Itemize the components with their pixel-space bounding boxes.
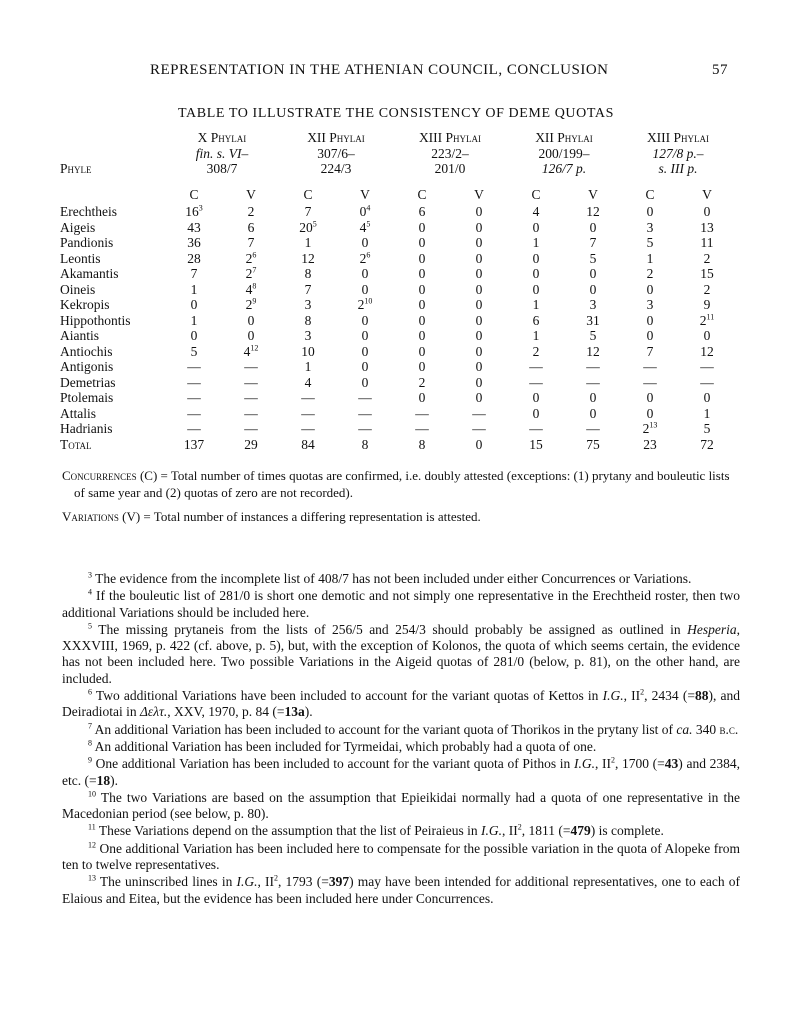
c-cell: 8 [304,266,312,281]
footnote-ref: 4 [366,203,371,213]
v-cell: — [358,390,372,405]
v-cell: 2 [247,204,255,219]
c-cell: 5 [646,235,654,250]
total-row [60,437,735,453]
c-cell: — [301,421,315,436]
c-cell: 7 [304,281,312,297]
v-cell: — [244,374,258,390]
v-cell: 0 [475,312,483,328]
v-cell: 0 [475,328,483,343]
v-cell: 0 [703,204,711,219]
c-cell: — [301,405,315,421]
table-row [60,266,735,282]
c-cell: 1 [304,235,312,250]
v-cell: 31 [586,312,600,328]
c-cell: — [529,374,543,390]
v-cell: — [244,405,258,421]
c-header: C [645,186,655,202]
phyle-name: Demetrias [60,374,116,390]
c-cell: 1 [190,312,198,328]
v-cell: 0 [475,343,483,359]
v-cell: 13 [700,219,714,235]
v-cell: $4^8$ [245,281,257,297]
v-cell: 2 [703,250,711,266]
c-cell: 0 [418,219,426,235]
c-cell: 1 [304,359,312,374]
phyle-name: Antiochis [60,343,113,359]
table-row [60,313,735,329]
c-cell: 0 [418,312,426,328]
v-cell: — [244,390,258,405]
v-header: V [360,186,370,202]
c-header: C [189,186,199,202]
c-cell: 1 [532,328,540,343]
v-cell: 12 [586,204,600,219]
v-cell: — [472,405,486,421]
c-cell: 15 [529,436,543,452]
c-cell: — [529,359,543,374]
variations-term: Variations [62,509,119,524]
footnote-ref: 9 [252,296,257,306]
footnote-ref: 6 [252,250,257,259]
group-header: XII Phylai [307,130,365,145]
phyle-name: Ptolemais [60,390,114,405]
v-cell: 0 [475,359,483,374]
v-cell: 29 [244,436,258,452]
c-cell: 0 [418,281,426,297]
c-cell: 0 [646,405,654,421]
table-row [60,344,735,360]
c-cell: 1 [646,250,654,266]
v-cell: 0 [703,328,711,343]
phyle-name: Pandionis [60,235,114,250]
footnote-ref: 11 [706,312,715,321]
group-header: XIII Phylai [646,130,710,145]
v-cell: 0 [475,374,483,390]
v-cell: 0 [475,204,483,219]
v-cell: $2^6$ [245,250,257,266]
c-cell: $2^{13}$ [642,420,658,436]
v-cell: 5 [703,421,711,436]
footnote-7: $^7$ An additional Variation has been included to account for the variant quota of Thorikos in the prytany list of ca. 340 b.c. [88,721,739,737]
c-cell: 7 [646,343,654,359]
c-cell: 28 [187,250,201,266]
concurrences-term: Concurrences [62,468,137,483]
v-cell: 0 [475,266,483,281]
footnote-ref: 5 [366,219,371,228]
v-cell: 2 [703,281,711,297]
v-cell: 0 [361,266,369,281]
phyle-name: Antigonis [60,359,114,374]
c-cell: 0 [646,204,654,219]
v-cell: $4^{12}$ [243,343,259,359]
c-cell: — [415,421,429,436]
group-period-end: 224/3 [320,161,352,176]
footnote-10: $^{10}$ The two Variations are based on the assumption that Epieikidai normally had a quota of one representative in the Macedonian period (see below, p. 80). [62,789,740,822]
c-header: C [531,186,541,202]
v-cell: — [586,374,600,390]
table-row [60,235,735,251]
v-cell: 12 [586,343,600,359]
v-cell: — [472,421,486,436]
c-cell: — [187,359,201,374]
c-cell: 0 [532,266,540,281]
c-cell: 3 [304,328,312,343]
phyle-name: Hippothontis [60,312,131,328]
group-period-start: fin. s. VI– [195,145,249,161]
v-cell: — [700,374,714,390]
table-row [60,406,735,422]
v-cell: 0 [475,281,483,297]
v-cell: 72 [700,436,714,452]
c-header: C [417,186,427,202]
v-cell: — [700,359,714,374]
v-cell: $2^9$ [245,296,257,312]
v-cell: — [244,359,258,374]
c-cell: — [187,405,201,421]
v-cell: 1 [703,405,711,421]
c-cell: 2 [646,266,654,281]
v-cell: 0 [361,359,369,374]
c-cell: 0 [418,235,426,250]
c-cell: 4 [304,374,312,390]
c-cell: 0 [646,328,654,343]
footnotes [62,571,740,908]
group-period-end: 308/7 [206,161,238,176]
c-cell: 0 [190,297,198,312]
v-cell: 3 [589,297,597,312]
v-cell: 0 [589,405,597,421]
v-cell: 0 [361,374,369,390]
group-period-start: 200/199– [538,145,590,161]
v-cell: $2^7$ [245,265,257,281]
phyle-name: Kekropis [60,297,110,312]
c-cell: 3 [304,297,312,312]
footnote-6: $^6$ Two additional Variations have been included to account for the variant quotas of Kettos in I.G., $II^2$, 2434 (=88), and Deiradiotai in Δελτ., XXV, 1970, p. 84 (=13a). [62,687,740,720]
table-row [60,375,735,391]
v-cell: 0 [589,390,597,405]
phyle-name: Leontis [60,250,101,266]
c-cell: 6 [532,312,540,328]
group-header: X Phylai [197,130,247,145]
c-cell: — [187,390,201,405]
c-cell: 0 [646,281,654,297]
table-row [60,251,735,267]
phyle-name: Aigeis [60,219,96,235]
c-cell: 0 [646,390,654,405]
v-cell: 0 [475,250,483,266]
footnote-ref: 3 [198,203,203,213]
c-cell: 0 [418,390,426,405]
phyle-name: Oineis [60,281,96,297]
table-title: TABLE TO ILLUSTRATE THE CONSISTENCY OF DEME QUOTAS [178,106,614,121]
v-cell: 0 [589,266,597,281]
v-cell: 5 [589,250,597,266]
c-header: C [303,186,313,202]
c-cell: — [187,421,201,436]
v-cell: 9 [703,297,711,312]
v-cell: — [586,359,600,374]
footnote-11: $^{11}$ These Variations depend on the assumption that the list of Peiraieus in I.G., $II^2$, 1811 (=479) is complete. [88,822,664,839]
v-cell: — [358,405,372,421]
phyle-name: Attalis [60,405,96,421]
definitions [62,467,742,525]
running-head [150,62,728,79]
footnote-ref: 12 [250,343,259,352]
c-cell: — [415,405,429,421]
group-period-end: s. III p. [658,161,698,176]
c-cell: 0 [418,250,426,266]
table-row [60,328,735,344]
page-number: 57 [712,62,728,78]
c-cell: 12 [301,250,315,266]
c-cell: 137 [183,436,205,452]
v-cell: 0 [475,297,483,312]
footnote-ref: 5 [312,219,317,228]
c-cell: 1 [532,235,540,250]
v-cell: 0 [247,328,255,343]
c-cell: 7 [304,204,312,219]
v-cell: 5 [589,328,597,343]
c-cell: 0 [190,328,198,343]
footnote-12: $^{12}$ One additional Variation has been included here to compensate for the possible variation in the quota of Alopeke from ten to twelve representatives. [62,840,740,873]
c-cell: 10 [301,343,315,359]
c-cell: — [301,390,315,405]
v-cell: $4^5$ [359,219,371,235]
c-cell: 0 [532,405,540,421]
c-cell: 36 [187,235,201,250]
group-period-end: 126/7 p. [541,161,587,176]
v-cell: 0 [475,436,483,452]
c-cell: 7 [190,266,198,281]
phyle-name: Total [60,436,92,452]
table-row [60,297,735,313]
v-cell: 7 [247,235,255,250]
phyle-header: Phyle [60,161,92,176]
c-cell: — [643,359,657,374]
group-period-start: 223/2– [431,145,469,161]
v-cell: 15 [700,266,714,281]
v-cell: — [586,421,600,436]
v-cell: 0 [589,281,597,297]
v-cell: 0 [361,328,369,343]
v-header: V [588,186,598,202]
v-cell: 0 [475,235,483,250]
c-cell: $16^3$ [185,203,203,219]
v-cell: 0 [703,390,711,405]
footnote-ref: 13 [649,420,658,430]
c-cell: 0 [532,390,540,405]
footnote-8: $^8$ An additional Variation has been included for Tyrmeidai, which probably had a quota of one. [88,738,597,754]
table-row [60,359,735,375]
v-cell: 75 [586,436,600,452]
c-cell: 0 [418,328,426,343]
v-cell: $2^6$ [359,250,371,266]
v-cell: — [358,421,372,436]
group-period-start: 307/6– [317,145,355,161]
v-cell: $0^4$ [359,203,371,219]
c-cell: — [187,374,201,390]
group-period-end: 201/0 [434,161,466,176]
c-cell: 6 [418,204,426,219]
v-cell: — [244,421,258,436]
quota-table [60,130,735,452]
c-cell: 8 [418,436,426,452]
c-cell: — [529,421,543,436]
concurrences-definition: Concurrences (C) = Total number of times quotas are confirmed, i.e. doubly attested (exceptions: (1) prytany and bouleutic lists of same year and (2) quotas of zero are not recorded). [62,468,730,500]
footnote-13: $^{13}$ The uninscribed lines in I.G., $II^2$, 1793 (=397) may have been intended for additional representatives, one to each of Elaious and Eitea, but the evidence has been included here under Concurrences. [62,873,740,906]
c-cell: 0 [532,281,540,297]
phyle-name: Hadrianis [60,421,113,436]
v-header: V [702,186,712,202]
footnote-ref: 8 [252,281,257,290]
c-cell: 3 [646,219,654,235]
v-cell: $2^{10}$ [357,296,373,312]
table-row [60,421,735,437]
v-header: V [474,186,484,202]
c-cell: 2 [418,374,426,390]
v-cell: 8 [361,436,369,452]
c-cell: 23 [643,436,657,452]
c-cell: 1 [532,297,540,312]
v-cell: 0 [247,312,255,328]
c-cell: 0 [532,219,540,235]
v-cell: 0 [361,343,369,359]
table-row [60,390,735,406]
c-cell: — [643,374,657,390]
c-cell: 0 [418,343,426,359]
c-cell: 0 [418,359,426,374]
v-cell: 0 [475,390,483,405]
c-cell: 3 [646,297,654,312]
v-cell: 0 [361,235,369,250]
c-cell: 0 [646,312,654,328]
v-cell: 7 [589,235,597,250]
table-row [60,282,735,298]
footnote-ref: 7 [252,265,257,275]
v-cell: 0 [589,219,597,235]
v-cell: 0 [361,281,369,297]
footnote-3: $^3$ The evidence from the incomplete list of 408/7 has not been included under either Concurrences or Variations. [88,570,692,586]
c-cell: 1 [190,281,198,297]
variations-definition: Variations (V) = Total number of instances a differing representation is attested. [62,509,481,524]
footnote-4: $^4$ If the bouleutic list of 281/0 is short one demotic and not simply one representative in the Erechtheid roster, then two additional Variations should be included here. [62,587,740,620]
v-cell: 11 [700,235,714,250]
phyle-name: Aiantis [60,328,99,343]
group-header: XII Phylai [535,130,593,145]
c-cell: $20^5$ [299,219,317,235]
footnote-5: $^5$ The missing prytaneis from the lists of 256/5 and 254/3 should probably be assigned as outlined in Hesperia, XXXVIII, 1969, p. 422 (cf. above, p. 5), but, with the exception of Kolonos, the quota of which seems certain, the evidence has not been included here. Two possible Variations in the Aigeid quotas of 281/0 (below, p. 81), on the other hand, are included. [62,621,740,686]
c-cell: 0 [532,250,540,266]
c-cell: 8 [304,312,312,328]
footnote-ref: 6 [366,250,371,259]
v-cell: 0 [361,312,369,328]
footnote-ref: 10 [364,296,373,306]
footnote-9: $^9$ One additional Variation has been included to account for the variant quota of Pithos in I.G., $II^2$, 1700 (=43) and 2384, etc. (=18). [62,755,740,788]
group-header: XIII Phylai [418,130,482,145]
phyle-name: Akamantis [60,266,119,281]
c-cell: 5 [190,343,198,359]
c-cell: 4 [532,204,540,219]
c-cell: 43 [187,219,201,235]
v-header: V [246,186,256,202]
group-period-start: 127/8 p.– [652,145,704,161]
c-cell: 2 [532,343,540,359]
table-row [60,202,735,220]
v-cell: 12 [700,343,714,359]
running-head-title: REPRESENTATION IN THE ATHENIAN COUNCIL, CONCLUSION [150,62,609,78]
c-cell: 0 [418,297,426,312]
phyle-name: Erechtheis [60,204,117,219]
v-cell: $2^{11}$ [699,312,715,328]
v-cell: 6 [247,219,255,235]
table-row [60,220,735,236]
c-cell: 84 [301,436,315,452]
c-cell: 0 [418,266,426,281]
v-cell: 0 [475,219,483,235]
